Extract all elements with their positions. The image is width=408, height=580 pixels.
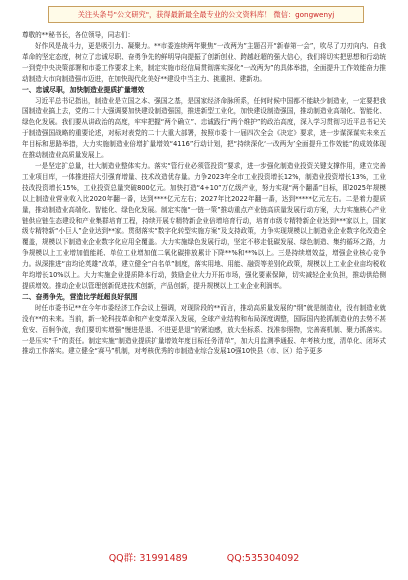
promo-banner: 关注头条号"公文研究"，获得最新最全最专业的公文资料库！ 微信：gongwenyj [48, 6, 364, 23]
contact-footer [0, 548, 408, 570]
section-heading-2: 二、奋勇争先，营造比学赶超良好氛围 [22, 292, 138, 301]
section-2-paragraph-1: 时任市委书记**在今年市委经济工作会议上强调，对现阶段的**而言，推动高质量发展的“纲”就是制造业，没有制造业就没有**的未来。当前，新一轮科技革命和产业变革深入发展，全球产业结构和布局深度调整，国际国内抢抓制造业的去势不甚危安、百舸争流，我们要切实增强“慢进是退、不进更是退”的紧迫感，放大坐标系、找准参照物，完善赛机制、聚力抓落实。一是压实“千”的责任。制定实施“制造业提质扩量增效年度目标任务清单”，加大月监测季通报、年考核力度，清单化、闭环式推动工作落实。建立健全“赛马”机制，对考核优秀的市制造业综合发展10强10快县（市、区）给予更多 [22, 303, 386, 356]
section-heading-1: 一、忠诚尽职，加快制造业提质扩量增效 [22, 85, 145, 94]
qq-label: QQ:535304092 [226, 553, 300, 564]
document-body [22, 30, 386, 357]
section-1-paragraph-2: 一是坚定扩总量，壮大制造业整体实力。落实“管行业必须管投资”要求，进一步强化制造业投资关键支撑作用，建立完善工业项目库，一体推进招大引强育增量、技术改造优存量。力争2023年全市工业投资增长12%，制造业投资增长13%，工业技改投资增长15%，工业投资总量突破800亿元。加快打造“4+10”万亿级产业，努力实现“两个翻番”目标，即2025年规模以上制造业营业收入比2020年翻一番，达到****亿元左右；2027年比2022年翻一番，达到*****亿元左右。二是着力提质量，推动制造业高端化、智能化、绿色化发展。制定实施“一链一策”推动重点产业链高质量发展行动方案，大力实施核心产业链供应链生态建设和产业集群培育工程，持续开展专精特新企业倍增培育行动，培育市级专精特新企业达到***家以上，国家级专精特新“小巨人”企业达到**家。贯彻落实“数字化转型实施方案”及支持政策，力争实现规模以上制造业企业数字化改造全覆盖，规模以下制造业企业数字化应用全覆盖。大力实施绿色发展行动，坚定不移走低碳发展、绿色制造、集约循环之路，力争规模以上工业增加值能耗、单位工业增加值二氧化碳排放累计下降**%和**%以上。三是持续增效益，增强企业核心竞争力。纵深推进“亩均论英雄”改革，建立健全“自名单”制度，落实用地、用能、融资等差别化政策，规模以上工业企业亩均税收年均增长10%以上。大力实施企业提质降本行动，鼓励企业大力开拓市场，强化要素保障，切实减轻企业负担，推动供给侧提质增效。推动企业以管理创新促进技术创新，产品创新，提升规模以上工业企业利润率。 [22, 161, 386, 290]
salutation: 尊敬的**秘书长，各位领导，同志们： [22, 31, 135, 39]
section-1-paragraph-1: 习近平总书记指出，制造业是立国之本、强国之基，是国家经济命脉所系，任何时候中国都不能缺少制造业，一定要把我国制造业搞上去，党的二十大强调要加快建设制造强国，推进新型工业化，加快建设制造强国，推动制造业高端化、智能化、绿色化发展。我们要从讲政治的高度，牢牢把握“两个确立”、忠诚践行“两个维护”的政治高度，深入学习贯彻习近平总书记关于制造强国战略的重要论述，对标对表党的二十大重大部署，按照市委十一届四次全会《决定》要求，进一步谋深谋实未来五年目标和思路举措，大力实施制造业倍增扩量增效“4116”行动计划，把“持续深化‘一改两为’全面提升工作效能”的成效体现在推动制造业高质量发展上。 [22, 96, 386, 160]
intro-paragraph: 好作风是战斗力，更是吸引力、凝聚力。**市委连续两年聚焦“一改两为”主题召开“新春第一会”，吹尽了刀刃向内、自我革命的坚定态度，树立了忠诚尽职、奋勇争先的鲜明导向提振了创新创业、跨越赶超的强大信心，我们将切实把思想和行动统一到党中央决策部署和市委工作要求上来，制定实施市经信局贯彻落实深化“一改两为”的具体举措，全面提升工作效能奋力推动制造大市向制造强市迈进，在加快现代化美好**建设中当主力、挑重担、建新功。 [22, 41, 386, 83]
qq-group-label: QQ群: 31991489 [108, 553, 188, 564]
